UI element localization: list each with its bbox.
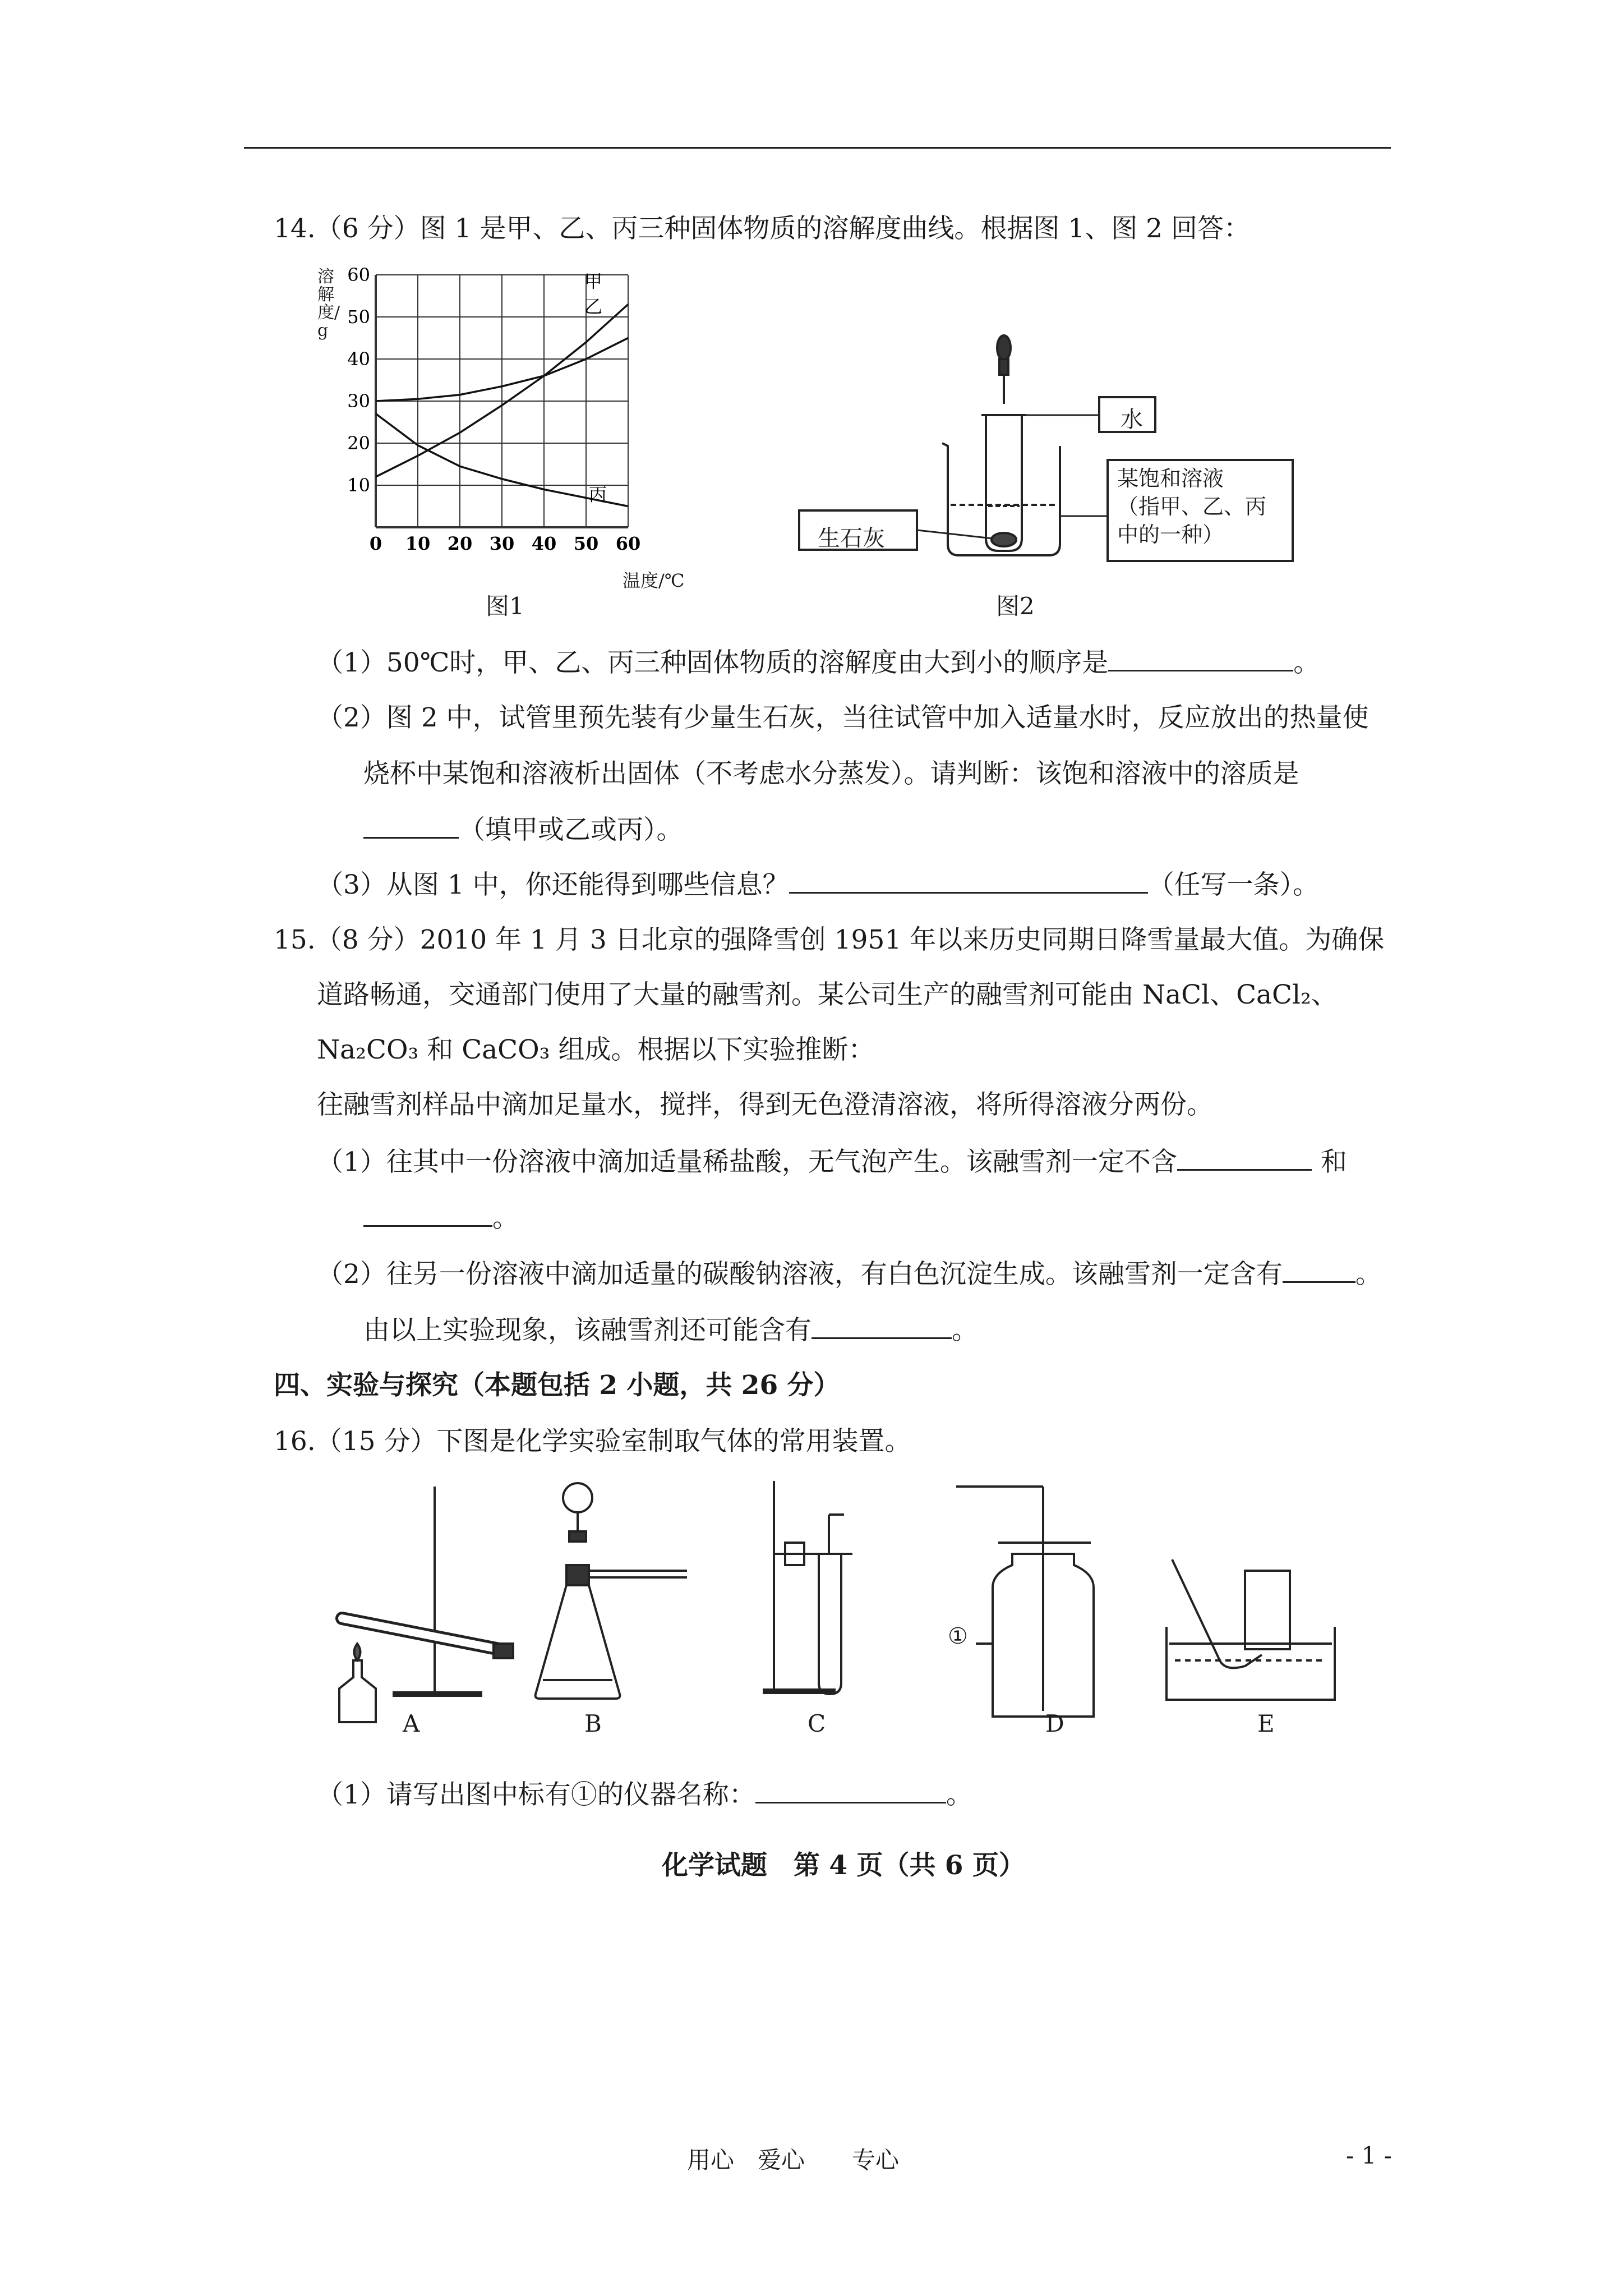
- q14-stem: 14.（6 分）图 1 是甲、乙、丙三种固体物质的溶解度曲线。根据图 1、图 2 回答：: [274, 213, 1250, 244]
- series-label: 甲: [584, 270, 603, 292]
- answer-blank[interactable]: [1108, 645, 1293, 671]
- answer-blank[interactable]: [811, 1313, 952, 1339]
- motto: 用心 爱心 专心: [687, 2146, 900, 2174]
- q14-sub2-line2: 烧杯中某饱和溶液析出固体（不考虑水分蒸发）。请判断：该饱和溶液中的溶质是: [363, 758, 1299, 789]
- x-tick-label: 50: [573, 533, 599, 554]
- q15-sub2: （2）往另一份溶液中滴加适量的碳酸钠溶液，有白色沉淀生成。该融雪剂一定含有 。: [317, 1257, 1382, 1291]
- page-footer: 化学试题 第 4 页（共 6 页）: [662, 1850, 1025, 1881]
- answer-blank[interactable]: [789, 867, 1148, 894]
- apparatus-c-icon: [763, 1481, 852, 1694]
- water-label: 水: [1121, 407, 1143, 432]
- q16-stem: 16.（15 分）下图是化学实验室制取气体的常用装置。: [274, 1426, 911, 1457]
- apparatus-label-e: E: [1257, 1710, 1275, 1737]
- apparatus-label-c: C: [808, 1710, 826, 1737]
- series-label: 乙: [584, 296, 603, 318]
- answer-blank[interactable]: [1177, 1144, 1312, 1171]
- apparatus-b-icon: [536, 1483, 687, 1699]
- test-tube-icon: [981, 415, 1026, 551]
- answer-blank[interactable]: [1283, 1257, 1355, 1283]
- y-tick-label: 30: [347, 390, 370, 412]
- section4-heading: 四、实验与探究（本题包括 2 小题，共 26 分）: [274, 1370, 840, 1401]
- apparatus-e-icon: [1166, 1559, 1335, 1700]
- y-tick-label: 50: [347, 306, 370, 328]
- apparatus-a-icon: [339, 1487, 513, 1722]
- solution-label-line: （指甲、乙、丙: [1117, 494, 1267, 519]
- chart-series-labels: [584, 271, 607, 505]
- apparatus-label-b: B: [584, 1710, 602, 1737]
- series-label: 丙: [589, 484, 607, 505]
- q14-sub2-line1: （2）图 2 中，试管里预先装有少量生石灰，当往试管中加入适量水时，反应放出的热量使: [317, 702, 1369, 733]
- dropper-icon: [997, 335, 1011, 404]
- chart-x-label: 温度/℃: [623, 570, 685, 591]
- q15-line4: 往融雪剂样品中滴加足量水，搅拌，得到无色澄清溶液，将所得溶液分两份。: [317, 1089, 1213, 1120]
- q14-sub3: （3）从图 1 中，你还能得到哪些信息？ （任写一条）。: [317, 867, 1319, 902]
- q14-sub1: （1）50℃时，甲、乙、丙三种固体物质的溶解度由大到小的顺序是 。: [317, 645, 1320, 680]
- apparatus-label-d: D: [1045, 1710, 1064, 1737]
- q15-line3: Na₂CO₃ 和 CaCO₃ 组成。根据以下实验推断：: [317, 1034, 875, 1065]
- figure2-caption: 图2: [996, 592, 1035, 620]
- lime-label: 生石灰: [818, 526, 885, 551]
- x-tick-label: 60: [615, 533, 641, 554]
- solution-label-line: 某饱和溶液: [1117, 466, 1224, 491]
- q14-sub2-line3: （填甲或乙或丙）。: [363, 812, 683, 847]
- chart-y-label: 溶解度/g: [317, 267, 340, 341]
- apparatus-label-a: A: [403, 1710, 420, 1737]
- answer-blank[interactable]: [755, 1777, 946, 1803]
- q15-line1: 15.（8 分）2010 年 1 月 3 日北京的强降雪创 1951 年以来历史同期日降雪量最大值。为确保: [274, 924, 1385, 955]
- y-tick-label: 20: [347, 432, 370, 454]
- figure1-caption: 图1: [486, 592, 524, 620]
- apparatus-marker: ①: [948, 1623, 968, 1649]
- answer-blank[interactable]: [363, 1200, 492, 1227]
- x-tick-label: 10: [405, 533, 431, 554]
- apparatus-d-icon: [956, 1487, 1094, 1717]
- solution-label: [1117, 464, 1266, 549]
- solution-label-line: 中的一种）: [1117, 522, 1224, 547]
- y-tick-label: 10: [347, 475, 370, 496]
- q15-sub1: （1）往其中一份溶液中滴加适量稀盐酸，无气泡产生。该融雪剂一定不含 和: [317, 1144, 1347, 1179]
- y-tick-label: 40: [347, 348, 370, 370]
- q15-line2: 道路畅通，交通部门使用了大量的融雪剂。某公司生产的融雪剂可能由 NaCl、CaCl₂、: [317, 979, 1338, 1010]
- x-tick-label: 30: [489, 533, 515, 554]
- x-tick-label: 40: [531, 533, 557, 554]
- page-number: - 1 -: [1346, 2142, 1392, 2169]
- apparatus-row: [314, 1475, 1357, 1733]
- answer-blank[interactable]: [363, 812, 459, 839]
- solubility-chart: [292, 264, 695, 589]
- x-tick-label: 0: [369, 533, 382, 554]
- x-tick-label: 20: [447, 533, 473, 554]
- q15-sub1-cont: 。: [363, 1200, 519, 1235]
- header-rule: [244, 147, 1391, 149]
- q16-sub1: （1）请写出图中标有①的仪器名称： 。: [317, 1777, 972, 1812]
- y-tick-label: 60: [347, 264, 370, 286]
- q15-sub2b: 由以上实验现象，该融雪剂还可能含有 。: [363, 1313, 978, 1347]
